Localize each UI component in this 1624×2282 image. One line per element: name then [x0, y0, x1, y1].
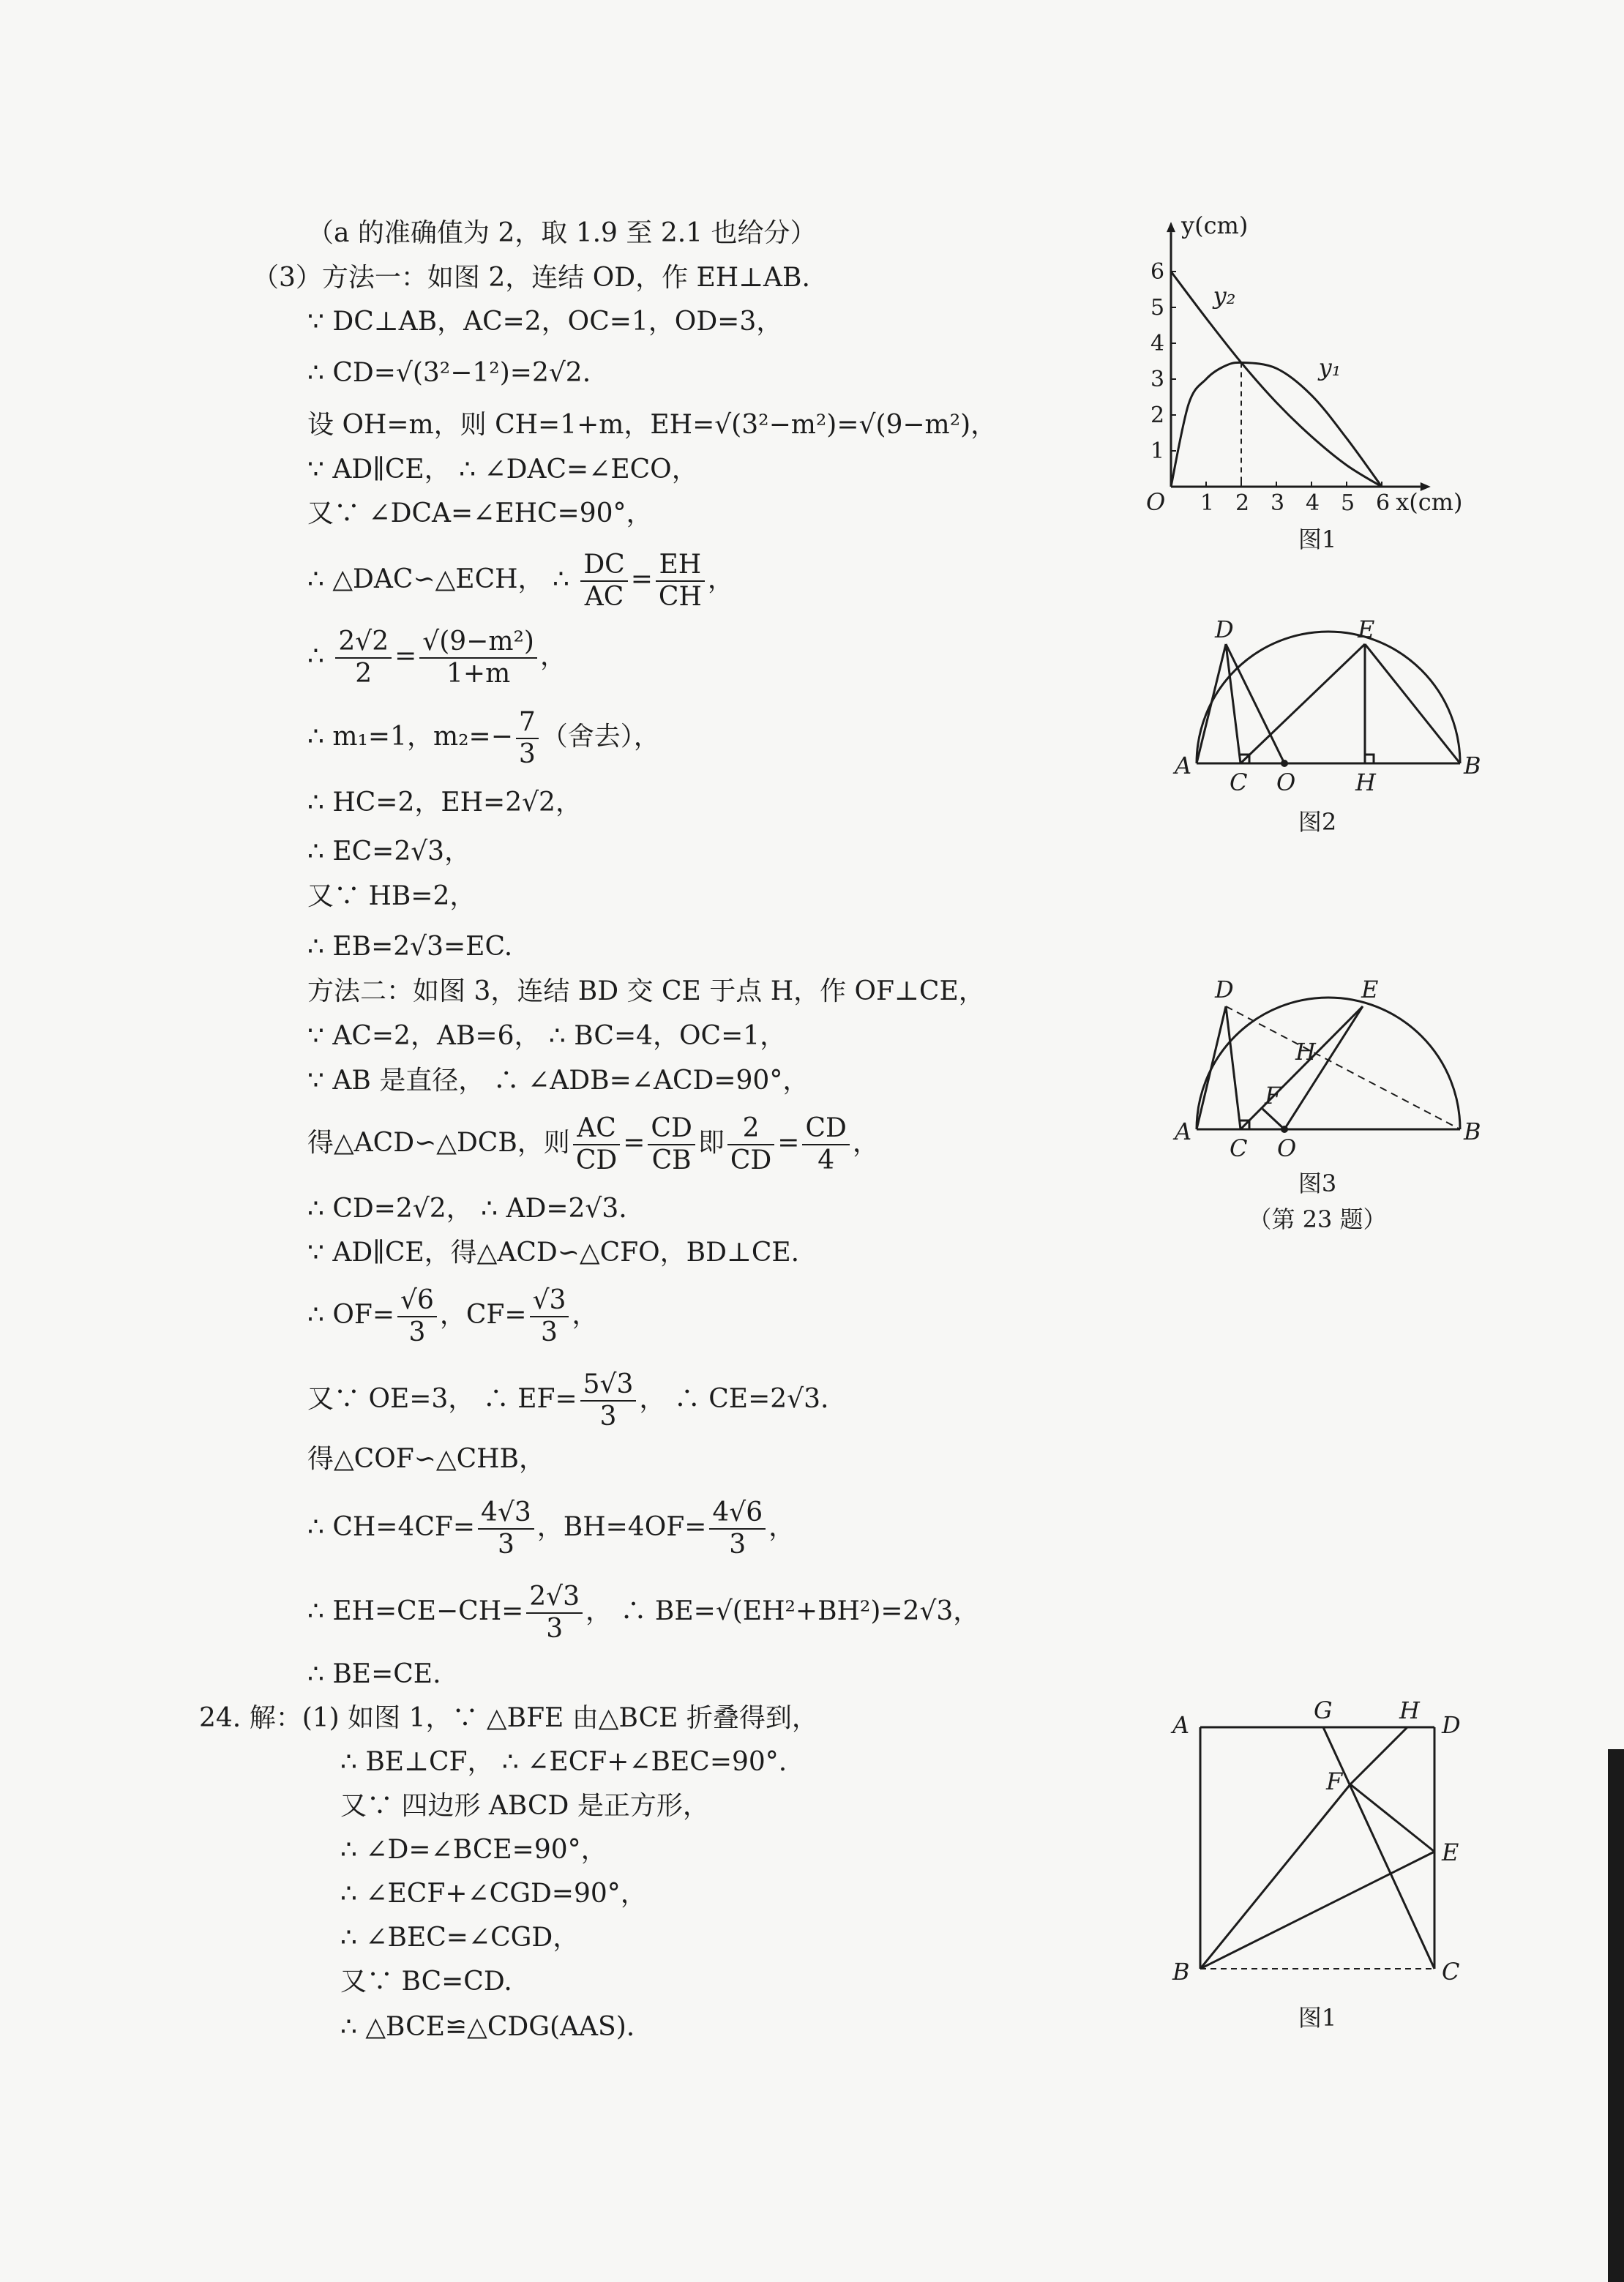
segment-hf	[1350, 1727, 1407, 1784]
origin-label: O	[1146, 488, 1166, 516]
y-tick-label: 3	[1150, 367, 1165, 392]
center-point-o	[1281, 760, 1288, 767]
numerator: √6	[397, 1285, 437, 1317]
text-line: 又∵ 四边形 ABCD 是正方形，	[340, 1791, 709, 1821]
denominator: 3	[599, 1402, 617, 1432]
y-tick-label: 6	[1150, 259, 1165, 285]
text-line	[307, 1574, 979, 1650]
y-axis-label: y(cm)	[1181, 212, 1249, 240]
denominator: 3	[497, 1530, 514, 1560]
label-e: E	[1358, 616, 1375, 643]
text-seg: ∴ △DAC∽△ECH， ∴	[307, 564, 569, 594]
text-seg: ∴ EH=CE−CH=	[307, 1596, 524, 1626]
label-h: H	[1399, 1696, 1420, 1724]
numerator: √3	[530, 1285, 569, 1317]
text-seg: 得△ACD∽△DCB，则	[307, 1128, 570, 1158]
denominator: 3	[546, 1614, 564, 1644]
label-c: C	[1230, 1134, 1248, 1162]
label-d: D	[1442, 1711, 1461, 1739]
text-seg: 即	[697, 1128, 725, 1158]
segment-bf	[1200, 1784, 1350, 1969]
text-line	[307, 1361, 828, 1437]
text-line: 方法二：如图 3，连结 BD 交 CE 于点 H，作 OF⊥CE，	[307, 976, 985, 1006]
symbol: ，	[852, 1128, 879, 1158]
y-tick-label: 2	[1150, 403, 1165, 428]
fraction	[580, 1369, 637, 1432]
denominator: 3	[541, 1317, 558, 1347]
numerator: 2	[727, 1113, 774, 1145]
numerator: 2√3	[526, 1582, 583, 1614]
label-e: E	[1361, 976, 1379, 1003]
segment-dc	[1226, 644, 1241, 763]
right-angle-mark-h	[1365, 755, 1374, 763]
label-h: H	[1355, 768, 1376, 796]
segment-ad	[1197, 644, 1226, 763]
label-a: A	[1175, 752, 1192, 779]
denominator: AC	[584, 582, 624, 612]
text-line: ∵ DC⊥AB，AC=2，OC=1，OD=3，	[307, 307, 783, 337]
text-line	[307, 699, 660, 775]
fraction	[648, 1113, 695, 1176]
text-line: 又∵ HB=2，	[307, 881, 476, 911]
x-tick-label: 1	[1200, 490, 1215, 516]
text-line: 设 OH=m，则 CH=1+m，EH=√(3²−m²)=√(9−m²)，	[307, 410, 998, 440]
text-seg: ，BH=4OF=	[536, 1512, 707, 1542]
label-g: G	[1314, 1696, 1333, 1724]
symbol: =	[394, 641, 417, 671]
symbol: ，	[707, 564, 734, 594]
numerator: 4√3	[478, 1497, 534, 1530]
semicircle-figure-2	[1156, 611, 1481, 797]
fraction	[530, 1285, 569, 1348]
segment-oe	[1284, 1006, 1363, 1129]
text-seg: ， ∴ CE=2√3.	[639, 1384, 829, 1414]
fraction	[573, 1113, 620, 1176]
segment-be	[1200, 1852, 1434, 1969]
semicircle-figure-3	[1156, 970, 1481, 1167]
numerator: 2√2	[335, 626, 392, 659]
numerator: EH	[656, 550, 705, 582]
series-line-2	[1171, 272, 1382, 487]
text-line	[307, 1277, 598, 1353]
denominator: CB	[651, 1145, 692, 1175]
figure-caption: 图1	[1298, 2004, 1337, 2032]
fraction	[335, 626, 392, 689]
fraction	[802, 1113, 849, 1176]
label-c: C	[1442, 1958, 1460, 1986]
x-axis-label: x(cm)	[1396, 488, 1463, 516]
text-seg: ，CF=	[439, 1300, 527, 1330]
label-d: D	[1215, 616, 1234, 643]
text-line: ∴ CD=2√2， ∴ AD=2√3.	[307, 1194, 627, 1224]
label-c: C	[1230, 768, 1248, 796]
label-h: H	[1295, 1038, 1316, 1066]
text-line: ∴ △BCE≌△CDG(AAS).	[340, 2012, 635, 2042]
segment-dc	[1226, 1006, 1241, 1129]
square-figure	[1164, 1698, 1486, 1994]
y-tick-label: 4	[1150, 331, 1165, 356]
symbol: ，	[768, 1512, 796, 1542]
fraction	[397, 1285, 437, 1348]
text-line: ∴ EC=2√3，	[307, 837, 471, 867]
label-o: O	[1276, 768, 1296, 796]
denominator: 3	[408, 1317, 426, 1347]
text-line: ∵ AC=2，AB=6， ∴ BC=4，OC=1，	[307, 1021, 787, 1051]
series-label-2: y₂	[1213, 282, 1236, 310]
x-tick-label: 4	[1306, 490, 1320, 516]
text-line: ∴ ∠D=∠BCE=90°，	[340, 1835, 607, 1865]
text-line	[307, 618, 566, 695]
figure-subcaption: （第 23 题）	[1248, 1205, 1387, 1233]
fraction	[526, 1582, 583, 1645]
semicircle-svg-2	[1156, 611, 1481, 796]
text-line: ∴ ∠BEC=∠CGD，	[340, 1923, 580, 1953]
denominator: 2	[355, 659, 373, 689]
numerator: 7	[516, 707, 539, 739]
text-line	[307, 1105, 879, 1181]
text-seg: （舍去），	[541, 722, 660, 752]
label-f: F	[1326, 1767, 1343, 1795]
numerator: DC	[580, 550, 627, 582]
text-line: （a 的准确值为 2，取 1.9 至 2.1 也给分）	[307, 218, 817, 248]
text-seg: 又∵ OE=3， ∴ EF=	[307, 1384, 577, 1414]
fraction	[727, 1113, 774, 1176]
text-line: ∴ BE⊥CF， ∴ ∠ECF+∠BEC=90°.	[340, 1747, 787, 1777]
text-line: ∵ AD∥CE，得△ACD∽△CFO，BD⊥CE.	[307, 1238, 800, 1268]
symbol: =	[630, 564, 653, 594]
numerator: CD	[648, 1113, 695, 1145]
semicircle-arc	[1197, 632, 1460, 763]
label-b: B	[1464, 1118, 1481, 1145]
denominator: CD	[575, 1145, 618, 1175]
label-a: A	[1172, 1711, 1190, 1739]
label-e: E	[1442, 1838, 1459, 1866]
fraction	[656, 550, 705, 613]
label-a: A	[1175, 1118, 1192, 1145]
numerator: CD	[802, 1113, 849, 1145]
series-label-1: y₁	[1318, 353, 1342, 382]
segment-of	[1262, 1109, 1284, 1129]
fraction	[580, 550, 627, 613]
y-tick-label: 1	[1150, 438, 1165, 464]
segment-ad	[1197, 1006, 1226, 1129]
numerator: 5√3	[580, 1369, 637, 1402]
numerator: 4√6	[709, 1497, 766, 1530]
figure-caption: 图1	[1298, 525, 1337, 553]
text-line: ∴ EB=2√3=EC.	[307, 932, 513, 962]
label-b: B	[1172, 1958, 1190, 1986]
fraction	[709, 1497, 766, 1560]
square-svg	[1164, 1698, 1486, 1991]
symbol: =	[623, 1128, 646, 1158]
graph-svg	[1142, 212, 1493, 520]
text-line: （3）方法一：如图 2，连结 OD，作 EH⊥AB.	[252, 263, 810, 293]
text-seg: ∴ m₁=1，m₂=−	[307, 722, 513, 752]
denominator: 3	[518, 739, 536, 769]
fraction	[516, 707, 539, 770]
graph-figure	[1142, 212, 1493, 523]
x-tick-label: 2	[1235, 490, 1250, 516]
text-seg: ∴ CH=4CF=	[307, 1512, 476, 1542]
text-line	[307, 542, 734, 618]
label-o: O	[1277, 1134, 1297, 1162]
text-line: 24. 解：(1) 如图 1，∵ △BFE 由△BCE 折叠得到，	[199, 1703, 818, 1733]
fraction	[478, 1497, 534, 1560]
text-line: ∵ AD∥CE， ∴ ∠DAC=∠ECO，	[307, 454, 698, 485]
text-seg: ∴	[307, 641, 324, 671]
text-line: 又∵ BC=CD.	[340, 1967, 512, 1997]
segment-ce	[1241, 644, 1365, 763]
y-tick-label: 5	[1150, 295, 1165, 321]
semicircle-svg-3	[1156, 970, 1481, 1164]
text-line	[307, 1489, 795, 1565]
center-point-o	[1281, 1126, 1288, 1133]
text-seg: ， ∴ BE=√(EH²+BH²)=2√3，	[585, 1596, 980, 1626]
x-tick-label: 5	[1341, 490, 1355, 516]
semicircle-arc	[1197, 998, 1460, 1129]
label-b: B	[1464, 752, 1481, 779]
segment-fe	[1350, 1784, 1434, 1852]
segment-do	[1226, 644, 1284, 763]
text-line: ∴ CD=√(3²−1²)=2√2.	[307, 358, 591, 388]
scan-edge	[1608, 1749, 1624, 2282]
segment-gc	[1323, 1727, 1434, 1969]
text-line: ∴ HC=2，EH=2√2，	[307, 788, 582, 818]
text-line: ∴ ∠ECF+∠CGD=90°，	[340, 1879, 647, 1909]
denominator: CD	[730, 1145, 772, 1175]
x-tick-label: 3	[1271, 490, 1285, 516]
denominator: 1+m	[446, 659, 511, 689]
figure-caption: 图3	[1298, 1170, 1337, 1197]
numerator: √(9−m²)	[419, 626, 537, 659]
fraction	[419, 626, 537, 689]
denominator: CH	[658, 582, 702, 612]
numerator: AC	[573, 1113, 620, 1145]
x-tick-label: 6	[1376, 490, 1391, 516]
symbol: ，	[539, 641, 566, 671]
text-line: 得△COF∽△CHB，	[307, 1444, 545, 1474]
y-axis-arrow	[1167, 222, 1175, 232]
text-seg: ∴ OF=	[307, 1300, 395, 1330]
text-line: ∴ BE=CE.	[307, 1659, 441, 1689]
text-line: ∵ AB 是直径， ∴ ∠ADB=∠ACD=90°，	[307, 1066, 809, 1096]
symbol: ，	[572, 1300, 599, 1330]
figure-caption: 图2	[1298, 808, 1337, 836]
label-d: D	[1215, 976, 1234, 1003]
text-line: 又∵ ∠DCA=∠EHC=90°，	[307, 498, 653, 528]
denominator: 3	[729, 1530, 746, 1560]
denominator: 4	[817, 1145, 835, 1175]
label-f: F	[1265, 1082, 1281, 1110]
segment-ce	[1241, 1006, 1363, 1129]
symbol: =	[777, 1128, 800, 1158]
